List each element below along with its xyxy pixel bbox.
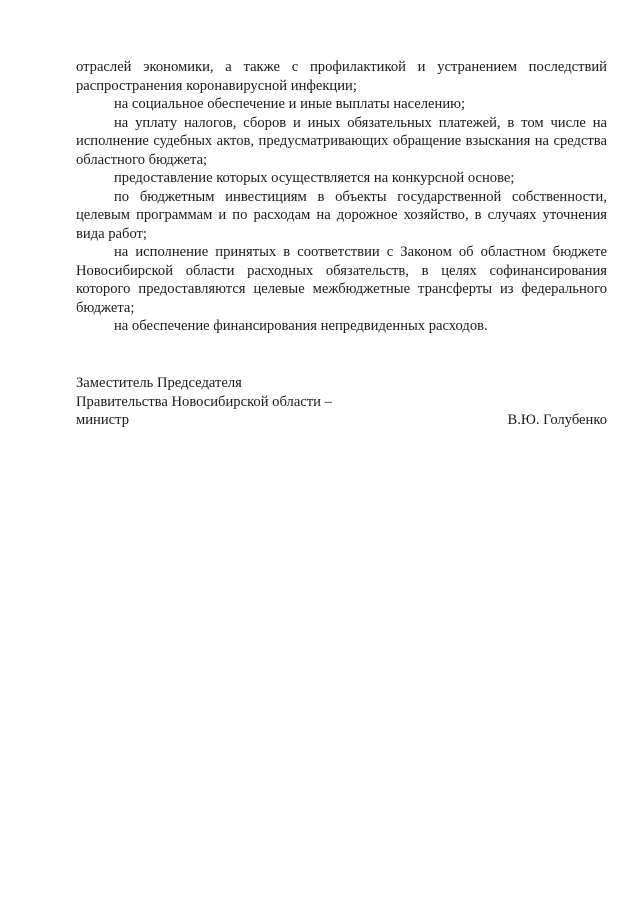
paragraph-continuation: отраслей экономики, а также с профилактикой и устранением последствий распространения коронавирусной инфекции; [76, 59, 607, 94]
signer-name: В.Ю. Голубенко [507, 412, 607, 428]
paragraph-budget-investments: по бюджетным инвестициям в объекты государственной собственности, целевым программам и по расходам на дорожное хозяйство, в случаях уточнения вида работ; [76, 188, 607, 242]
signature-last-line [76, 411, 607, 430]
signer-position-line-1: Заместитель Председателя [76, 375, 242, 391]
paragraph-cofinancing: на исполнение принятых в соответствии с Законом об областном бюджете Новосибирской области расходных обязательств, в целях софинансирования которого предоставляются целевые межбюджетные трансферты из федерального бюджета; [76, 244, 607, 316]
signer-position-line-3: министр [76, 412, 129, 428]
signature-block [76, 374, 607, 430]
paragraph-unforeseen-expenses: на обеспечение финансирования непредвиденных расходов. [114, 318, 488, 334]
paragraph-competitive-basis: предоставление которых осуществляется на конкурсной основе; [114, 170, 515, 186]
document-body [76, 58, 607, 336]
paragraph-social-payments: на социальное обеспечение и иные выплаты населению; [114, 96, 466, 112]
paragraph-taxes: на уплату налогов, сборов и иных обязательных платежей, в том числе на исполнение судебных актов, предусматривающих обращение взыскания на средства областного бюджета; [76, 114, 607, 168]
signer-position-line-2: Правительства Новосибирской области – [76, 393, 332, 410]
